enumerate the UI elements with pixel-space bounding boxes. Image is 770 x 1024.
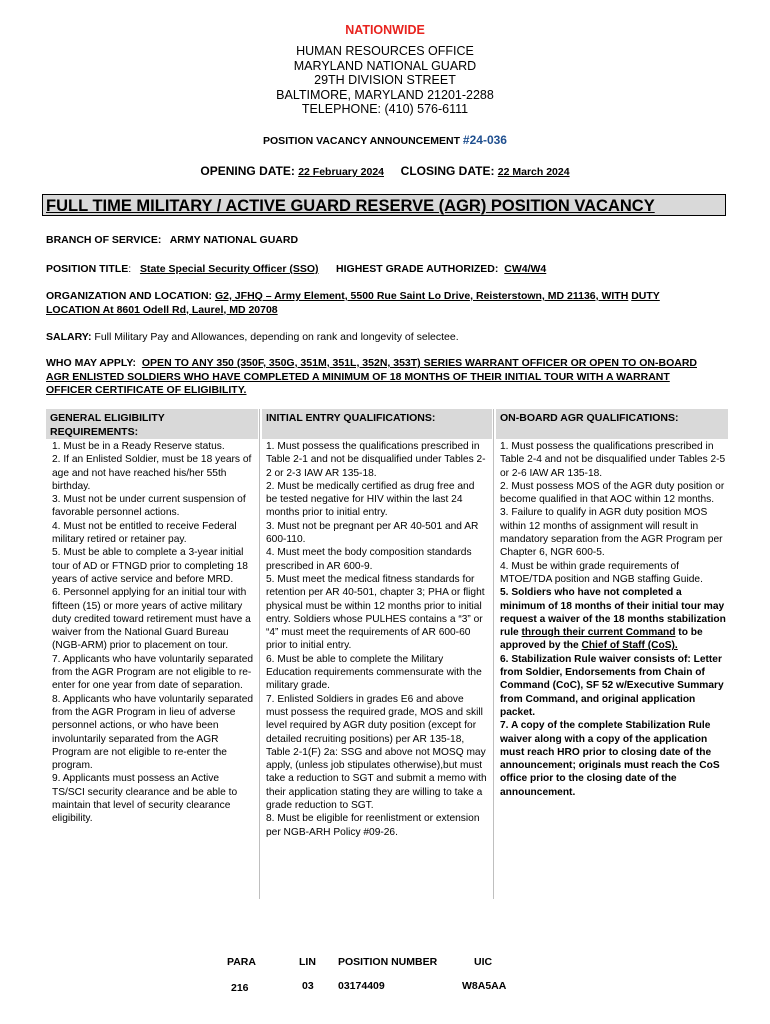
list-item: 4. Must meet the body composition standards prescribed in AR 600-9. <box>266 547 472 572</box>
announcement-label: POSITION VACANCY ANNOUNCEMENT <box>263 135 463 147</box>
org-row <box>46 290 716 317</box>
list-item: 4. Must not be entitled to receive Federal military retired or retainer pay. <box>52 520 237 546</box>
list-item: 4. Must be within grade requirements of MTOE/TDA position and NGB staffing Guide. <box>500 560 703 585</box>
general-heading: GENERAL ELIGIBILITY REQUIREMENTS: <box>46 409 258 439</box>
list-item: 6. Must be able to complete the Military Education requirements commensurate with the military grade. <box>266 653 482 692</box>
salary-row <box>46 331 459 343</box>
opening-date-label: OPENING DATE: <box>200 164 299 178</box>
list-item: 3. Failure to qualify in AGR duty position MOS within 12 months of assignment will result in mandatory separation from the AGR Program per Chapter 6, NGR 600-5. <box>500 507 723 559</box>
list-item: 2. Must be medically certified as drug free and be tested negative for HIV within the last 24 months prior to initial entry. <box>266 480 475 519</box>
list-item: 5. Must be able to complete a 3-year initial tour of AD or FTNGD prior to completing 18 years of active service and before MRD. <box>52 547 248 585</box>
list-item: 3. Must not be pregnant per AR 40-501 and AR 600-110. <box>266 520 479 546</box>
announcement-line <box>0 133 770 147</box>
list-item: 3. Must not be under current suspension of favorable personnel actions. <box>52 494 246 519</box>
list-item: 6. Stabilization Rule waiver consists of: Letter from Soldier, Endorsements from Chain of Command (CoC), SF 52 w/Executive Summary from Command, and original application packet. <box>500 653 724 718</box>
footer-value-lin: 03 <box>302 980 314 992</box>
footer-header-position-number: POSITION NUMBER <box>338 956 438 968</box>
branch-label: BRANCH OF SERVICE: <box>46 234 162 246</box>
branch-value: ARMY NATIONAL GUARD <box>169 234 299 246</box>
list-item: 8. Must be eligible for reenlistment or extension per NGB-ARH Policy #09-26. <box>266 813 480 838</box>
address-line: 29TH DIVISION STREET <box>314 73 456 88</box>
list-item: 7. A copy of the complete Stabilization Rule waiver along with a copy of the application must reach HRO prior to closing date of the announcement; originals must reach the CoS office prior to the closing date of the announcement. <box>500 720 720 798</box>
vacancy-banner: FULL TIME MILITARY / ACTIVE GUARD RESERVE (AGR) POSITION VACANCY <box>42 194 726 216</box>
dates-line <box>0 164 770 178</box>
footer-value-position-number: 03174409 <box>338 980 385 992</box>
who-may-apply-row <box>46 357 718 398</box>
address-line: MARYLAND NATIONAL GUARD <box>293 58 477 73</box>
list-item: 7. Applicants who have voluntarily separated from the AGR Program are not eligible to re-enter for one year from date of separation. <box>52 653 254 692</box>
title-value: State Special Security Officer (SSO) <box>139 263 319 275</box>
list-item: 2. If an Enlisted Soldier, must be 18 years of age and not have reached his/her 55th birthday. <box>52 454 252 492</box>
address-line: HUMAN RESOURCES OFFICE <box>296 44 474 58</box>
branch-row <box>46 234 298 246</box>
list-item: 5. Must meet the medical fitness standards for retention per AR 40-501, chapter 3; PHA or flight physical must be within 12 months prior to initial entry. Soldiers whose PULHES contains a “3” or “4” must meet the requirements of AR 600-60 prior to initial entry. <box>266 573 485 652</box>
initial-entry-list <box>266 440 488 839</box>
grade-label: HIGHEST GRADE AUTHORIZED: <box>336 263 499 275</box>
list-item: 9. Applicants must possess an Active TS/SCI security clearance and be able to maintain that level of security clearance eligibility. <box>52 773 238 825</box>
footer-header-uic: UIC <box>474 956 493 968</box>
list-item: 8. Applicants who have voluntarily separated from the AGR Program in lieu of adverse personnel actions, or who have been involuntarily separated from the AGR Program are not eligible to re-enter the program. <box>52 693 254 772</box>
footer-value-uic: W8A5AA <box>462 980 507 992</box>
item5-text: 5. Soldiers who have not completed a minimum of 18 months of their initial tour may request a waiver of the 18 months stabilization rule <box>500 587 726 639</box>
closing-date: 22 March 2024 <box>497 166 570 178</box>
opening-date: 22 February 2024 <box>298 166 384 178</box>
list-item: 7. Enlisted Soldiers in grades E6 and above must possess the required grade, MOS and skill level required by AGR duty position (except for detailed recruiting positions) per AR 135-18, Table 2-1(F) 2a: SSG and above not MOSQ may apply, (unless job stipulates otherwise),but must take a reduction to SGT and submit a memo with their application stating they are willing to take a grade reduction to SGT. <box>266 693 487 812</box>
hro-address <box>0 44 770 117</box>
list-item: 2. Must possess MOS of the AGR duty position or become qualified in that AOC within 12 months. <box>500 480 725 506</box>
initial-heading: INITIAL ENTRY QUALIFICATIONS: <box>262 409 492 439</box>
onboard-heading: ON-BOARD AGR QUALIFICATIONS: <box>496 409 728 439</box>
list-item: 6. Personnel applying for an initial tour with fifteen (15) or more years of active military duty credited toward retirement must have a waiver from the National Guard Bureau (NGB-ARM) prior to placement on tour. <box>52 587 251 652</box>
org-value-cont: DUTY LOCATION At 8601 Odell Rd, Laurel, MD 20708 <box>46 290 660 316</box>
column-divider <box>493 409 494 899</box>
salary-value: Full Military Pay and Allowances, depending on rank and longevity of selectee. <box>94 331 459 343</box>
footer-header-lin: LIN <box>299 956 316 968</box>
title-label: POSITION TITLE <box>46 263 129 275</box>
list-item: 1. Must possess the qualifications prescribed in Table 2-1 and not be disqualified under Tables 2-2 or 2-3 IAW AR 135-18. <box>266 441 486 479</box>
column-divider <box>259 409 260 899</box>
item5-text-cont: to be approved by the <box>500 627 703 652</box>
list-item: 1. Must possess the qualifications prescribed in Table 2-4 and not be disqualified under Tables 2-5 or 2-6 IAW AR 135-18. <box>500 441 726 479</box>
list-item: 1. Must be in a Ready Reserve status. <box>52 441 225 452</box>
item5-underlined: through their current Command <box>521 627 676 639</box>
onboard-agr-list <box>500 440 726 799</box>
who-label: WHO MAY APPLY: <box>46 357 137 369</box>
title-row: POSITION TITLE: State Special Security Officer (SSO) HIGHEST GRADE AUTHORIZED: CW4/W4 <box>46 263 547 275</box>
grade-value: CW4/W4 <box>504 263 547 275</box>
closing-date-label: CLOSING DATE: <box>400 164 498 178</box>
nationwide-label: NATIONWIDE <box>345 23 425 37</box>
org-label: ORGANIZATION AND LOCATION: <box>46 290 213 302</box>
announcement-number: #24-036 <box>462 133 507 147</box>
address-line: TELEPHONE: (410) 576-6111 <box>301 102 469 117</box>
org-value: G2, JFHQ – Army Element, 5500 Rue Saint Lo Drive, Reisterstown, MD 21136, WITH <box>214 290 629 302</box>
salary-label: SALARY: <box>46 331 92 343</box>
footer-header-para: PARA <box>227 956 256 968</box>
address-line: BALTIMORE, MARYLAND 21201-2288 <box>276 87 494 102</box>
who-value: OPEN TO ANY 350 (350F, 350G, 351M, 351L, 352N, 353T) SERIES WARRANT OFFICER OR OPEN TO ON-BOARD AGR ENLISTED SOLDIERS WHO HAVE COMPLETED A MINIMUM OF 18 MONTHS OF THEIR INITIAL TOUR WITH A WARRANT OFFICER CERTIFICATE OF ELIGIBILITY. <box>46 357 697 396</box>
general-requirements-list <box>52 440 254 826</box>
footer-value-para: 216 <box>231 982 249 994</box>
item5-cos: Chief of Staff (CoS). <box>581 640 678 652</box>
list-item <box>500 586 726 652</box>
